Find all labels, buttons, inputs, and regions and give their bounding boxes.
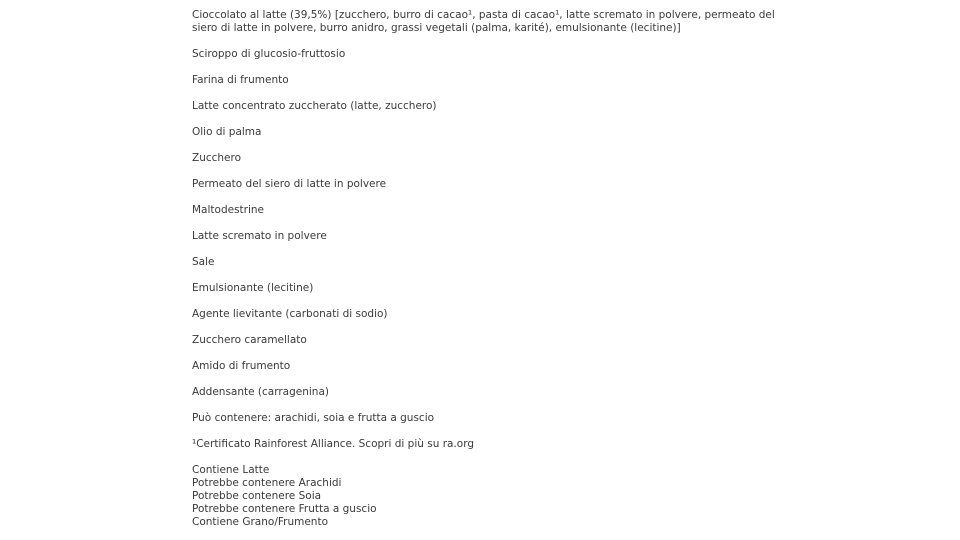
allergen-line: Contiene Latte [192, 464, 270, 476]
ingredient-item: Olio di palma [192, 126, 262, 138]
ingredient-item: Agente lievitante (carbonati di sodio) [192, 308, 388, 320]
allergen-info [192, 464, 782, 529]
ingredient-item: Permeato del siero di latte in polvere [192, 178, 387, 190]
ingredient-item: Latte scremato in polvere [192, 230, 327, 242]
ingredient-item: Emulsionante (lecitine) [192, 282, 314, 294]
allergen-line: Potrebbe contenere Frutta a guscio [192, 503, 377, 515]
ingredient-item: Latte concentrato zuccherato (latte, zucchero) [192, 100, 437, 112]
ingredient-item: Amido di frumento [192, 360, 291, 372]
ingredient-item: Zucchero [192, 152, 242, 164]
ingredients-list [192, 9, 782, 529]
may-contain-note: Può contenere: arachidi, soia e frutta a guscio [192, 412, 435, 424]
ingredient-item: Maltodestrine [192, 204, 265, 216]
ingredient-item: Farina di frumento [192, 74, 289, 86]
ingredient-item: Addensante (carragenina) [192, 386, 329, 398]
ingredient-item: Cioccolato al latte (39,5%) [zucchero, burro di cacao¹, pasta di cacao¹, latte scremato in polvere, permeato del siero di latte in polvere, burro anidro, grassi vegetali (palma, karité), emulsionante (lecitine)] [192, 9, 775, 34]
ingredient-item: Sciroppo di glucosio-fruttosio [192, 48, 346, 60]
allergen-line: Potrebbe contenere Arachidi [192, 477, 342, 489]
certification-footnote: ¹Certificato Rainforest Alliance. Scopri di più su ra.org [192, 438, 475, 450]
ingredient-item: Sale [192, 256, 215, 268]
ingredient-item: Zucchero caramellato [192, 334, 307, 346]
allergen-line: Contiene Grano/Frumento [192, 516, 328, 528]
allergen-line: Potrebbe contenere Soia [192, 490, 322, 502]
